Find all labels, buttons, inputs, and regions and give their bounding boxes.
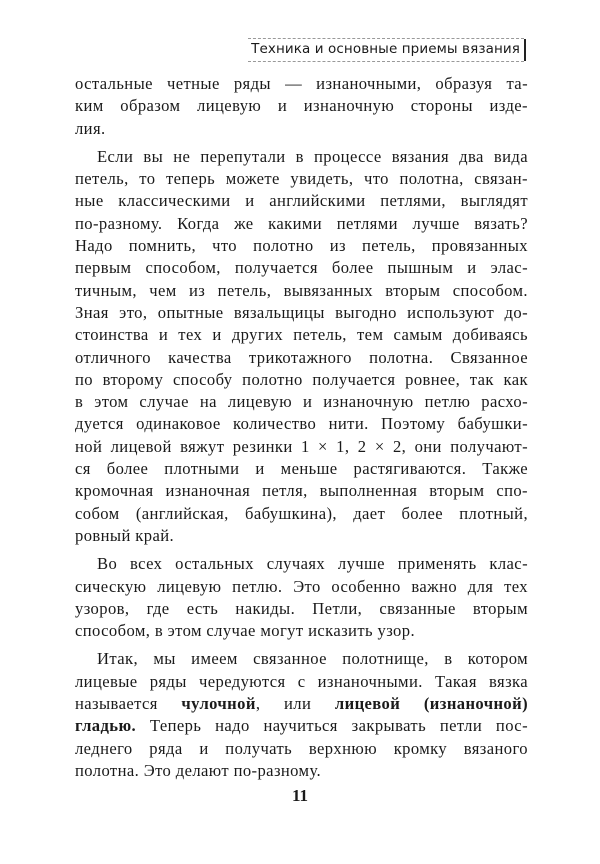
bold-term: гладью. — [75, 716, 137, 736]
text-line — [75, 391, 528, 413]
text-segment: сическую лицевую петлю. Это особенно важно для тех — [75, 576, 528, 596]
text-segment: , или — [255, 694, 335, 714]
text-segment: ной лицевой вяжут резинки 1 × 1, 2 × 2, они получают- — [75, 436, 528, 456]
text-segment: тичным, чем из петель, вывязанных вторым способом. — [75, 280, 528, 300]
text-line — [75, 598, 528, 620]
text-line — [75, 458, 528, 480]
text-segment: собом (английская, бабушкина), дает более плотный, — [75, 503, 528, 523]
text-line — [75, 213, 528, 235]
text-segment: Надо помнить, что полотно из петель, провязанных — [75, 236, 528, 256]
text-line — [75, 738, 528, 760]
text-line — [75, 280, 528, 302]
bold-term: лицевой (изнаночной) — [334, 694, 529, 714]
text-segment: дуется одинаковое количество нити. Поэтому бабушки- — [75, 414, 528, 434]
text-segment: называется — [75, 694, 182, 714]
running-header — [228, 34, 528, 64]
text-line — [75, 413, 528, 435]
page-number: 11 — [291, 786, 309, 805]
bold-term: чулочной — [181, 694, 256, 714]
text-segment: Если вы не перепутали в процессе вязания два вида — [97, 146, 528, 166]
text-line — [75, 168, 528, 190]
header-bar — [524, 39, 526, 61]
text-line — [75, 693, 528, 715]
text-segment: стоинства и тех и других петель, тем самым добиваясь — [75, 325, 528, 345]
text-line — [75, 553, 528, 575]
text-segment: ные классическими и английскими петлями, выглядят — [75, 191, 528, 211]
text-segment: остальные четные ряды — изнаночными, образуя та- — [75, 74, 528, 93]
text-segment: ся более плотными и меньше растягиваются. Также — [75, 459, 528, 479]
text-segment: Теперь надо научиться закрывать петли пос- — [136, 716, 528, 736]
text-line — [75, 480, 528, 502]
text-line — [75, 73, 528, 95]
text-line — [75, 620, 528, 642]
text-segment: узоров, где есть накиды. Петли, связанные вторым — [75, 598, 528, 618]
text-segment: Зная это, опытные вязальщицы выгодно используют до- — [75, 302, 528, 322]
text-segment: леднего ряда и получать верхнюю кромку вязаного — [75, 738, 528, 758]
text-segment: лия. — [75, 118, 106, 138]
page-body-text — [75, 73, 528, 782]
text-segment: ким образом лицевую и изнаночную стороны изде- — [75, 96, 528, 116]
text-line — [75, 369, 528, 391]
text-line — [75, 118, 528, 140]
text-segment: способом, в этом случае могут исказить узор. — [75, 621, 415, 641]
text-segment: кромочная изнаночная петля, выполненная вторым спо- — [75, 481, 528, 501]
text-segment: полотна. Это делают по-разному. — [75, 760, 322, 780]
text-line — [75, 648, 528, 670]
text-line — [75, 760, 528, 782]
text-line — [75, 324, 528, 346]
running-title: Техника и основные приемы вязания — [251, 41, 520, 57]
text-segment: в этом случае на лицевую и изнаночную петлю расхо- — [75, 392, 528, 412]
text-line — [75, 576, 528, 598]
header-rule-bottom — [248, 61, 524, 62]
text-line — [75, 671, 528, 693]
text-segment: Итак, мы имеем связанное полотнище, в котором — [97, 649, 528, 669]
text-line — [75, 503, 528, 525]
text-segment: отличного качества трикотажного полотна. Связанное — [75, 347, 528, 367]
text-line — [75, 190, 528, 212]
text-line — [75, 146, 528, 168]
text-segment: первым способом, получается более пышным и элас- — [75, 258, 528, 278]
text-line — [75, 302, 528, 324]
text-line — [75, 95, 528, 117]
header-rule-top — [248, 38, 524, 39]
text-line — [75, 257, 528, 279]
text-segment: по второму способу полотно получается ровнее, так как — [75, 369, 528, 389]
text-line — [75, 525, 528, 547]
text-line — [75, 436, 528, 458]
text-segment: Во всех остальных случаях лучше применять клас- — [97, 554, 528, 574]
text-line — [75, 715, 528, 737]
text-line — [75, 347, 528, 369]
text-segment: по-разному. Когда же какими петлями лучше вязать? — [75, 213, 528, 233]
text-segment: ровный край. — [75, 525, 175, 545]
text-line — [75, 235, 528, 257]
text-segment: лицевые ряды чередуются с изнаночными. Такая вязка — [75, 671, 528, 691]
text-segment: петель, то теперь можете увидеть, что полотна, связан- — [75, 169, 528, 189]
